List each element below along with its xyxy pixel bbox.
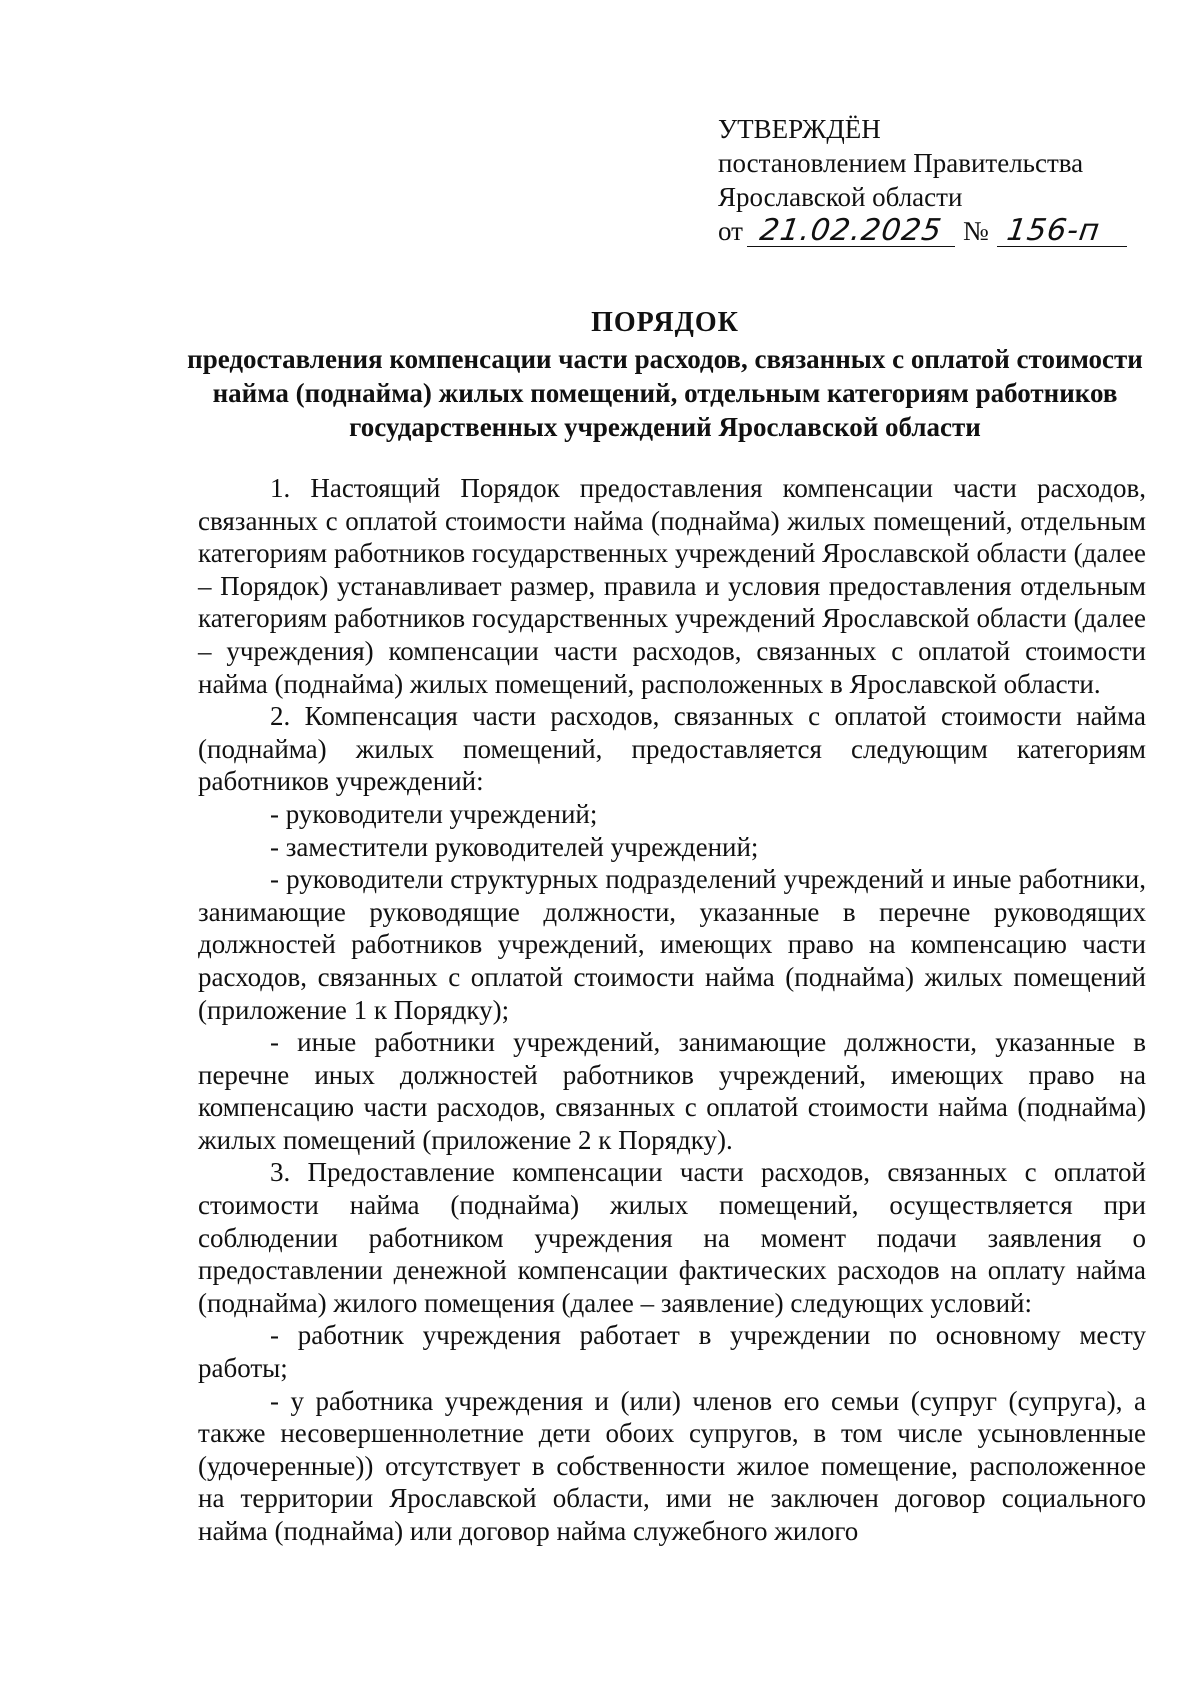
approval-heading: УТВЕРЖДЁН <box>718 114 881 144</box>
approval-line-2: Ярославской области <box>718 182 963 212</box>
approval-block <box>718 112 1138 248</box>
number-field <box>997 213 1127 248</box>
paragraph-2: 2. Компенсация части расходов, связанных с оплатой стоимости найма (поднайма) жилых помещений, предоставляется следующим категориям работников учреждений: <box>198 701 1146 797</box>
date-prefix: от <box>718 216 743 246</box>
paragraph-3: 3. Предоставление компенсации части расходов, связанных с оплатой стоимости найма (поднайма) жилых помещений, осуществляется при соблюдении работником учреждения на момент подачи заявления о предоставлении денежной компенсации фактических расходов на оплату найма (поднайма) жилого помещения (далее – заявление) следующих условий: <box>198 1157 1146 1318</box>
list-item: - заместители руководителей учреждений; <box>270 831 759 862</box>
title-main: ПОРЯДОК <box>591 307 739 338</box>
document-body <box>198 472 1146 1548</box>
handwritten-number: 156-п <box>1004 213 1102 248</box>
approval-date-line <box>718 214 1138 248</box>
list-item: - работник учреждения работает в учреждении по основному месту работы; <box>198 1320 1146 1384</box>
list-item: - руководители учреждений; <box>270 798 598 829</box>
date-field <box>747 213 955 248</box>
number-sign: № <box>962 216 989 246</box>
document-title <box>150 306 1180 444</box>
list-item: - руководители структурных подразделений учреждений и иные работники, занимающие руководящие должности, указанные в перечне руководящих должностей работников учреждений, имеющих право на компенсацию части расходов, связанных с оплатой стоимости найма (поднайма) жилых помещений (приложение 1 к Порядку); <box>198 864 1146 1025</box>
paragraph-1: 1. Настоящий Порядок предоставления компенсации части расходов, связанных с оплатой стоимости найма (поднайма) жилых помещений, отдельным категориям работников государственных учреждений Ярославской области (далее – Порядок) устанавливает размер, правила и условия предоставления отдельным категориям работников государственных учреждений Ярославской области (далее – учреждения) компенсации части расходов, связанных с оплатой стоимости найма (поднайма) жилых помещений, расположенных в Ярославской области. <box>198 473 1146 699</box>
title-subtitle: предоставления компенсации части расходов, связанных с оплатой стоимости найма (поднайма) жилых помещений, отдельным категориям работников государственных учреждений Ярославской области <box>187 344 1143 442</box>
list-item: - у работника учреждения и (или) членов его семьи (супруг (супруга), а также несовершеннолетние дети обоих супругов, в том числе усыновленные (удочеренные)) отсутствует в собственности жилое помещение, расположенное на территории Ярославской области, ими не заключен договор социального найма (поднайма) или договор найма служебного жилого <box>198 1385 1146 1546</box>
handwritten-date: 21.02.2025 <box>757 213 945 248</box>
list-item: - иные работники учреждений, занимающие должности, указанные в перечне иных должностей работников учреждений, имеющих право на компенсацию части расходов, связанных с оплатой стоимости найма (поднайма) жилых помещений (приложение 2 к Порядку). <box>198 1027 1146 1155</box>
approval-line-1: постановлением Правительства <box>718 148 1084 178</box>
